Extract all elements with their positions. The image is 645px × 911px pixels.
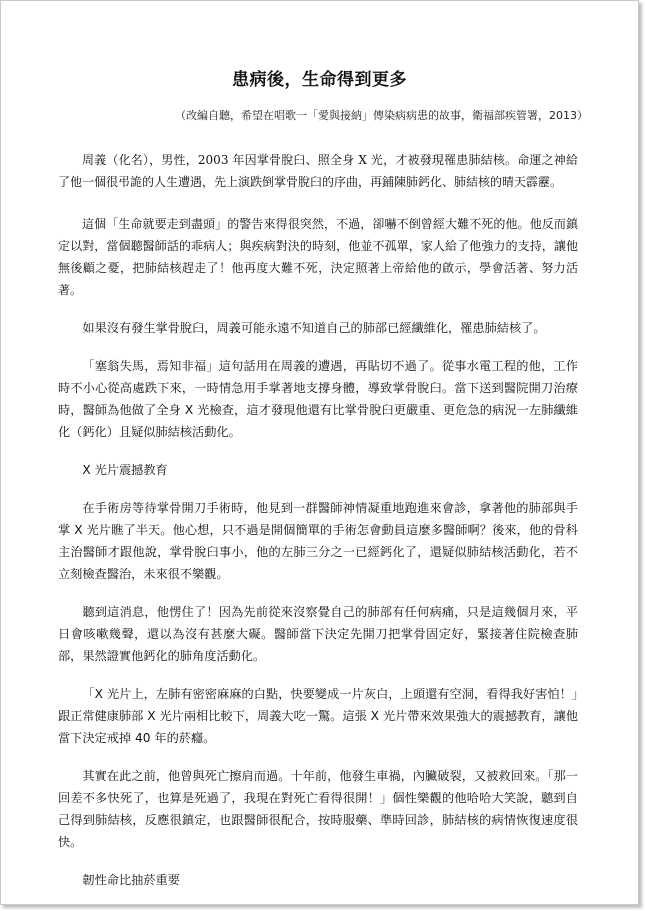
paragraph-4: 「塞翁失馬，焉知非福」這句話用在周義的遭遇，再貼切不過了。從事水電工程的他，工作時不小心從高處跌下來，一時情急用手掌著地支撐身體，導致掌骨脫臼。當下送到醫院開刀治療時，醫師為他做了全身 X 光檢查，這才發現他還有比掌骨脫臼更嚴重、更危急的病況一左肺纖維化（鈣化）且疑似肺結核活動化。 (58, 359, 578, 439)
article-body (58, 149, 578, 891)
paragraph-2: 這個「生命就要走到盡頭」的警告來得很突然，不過，卻嚇不倒曾經大難不死的他。他反而鎮定以對，當個聽醫師話的乖病人；與疾病對決的時刻，他並不孤單，家人給了他強力的支持，讓他無後顧之憂，把肺結核趕走了！他再度大難不死，決定照著上帝給他的啟示，學會活著、努力活著。 (58, 217, 578, 297)
paragraph-8: 其實在此之前，他曾與死亡擦肩而過。十年前，他發生車禍，內臟破裂，又被救回來。「那一回差不多快死了，也算是死過了，我現在對死亡看得很開！」個性樂觀的他哈哈大笑說，聽到自己得到肺結核，反應很鎮定，也跟醫師很配合，按時服藥、準時回診，肺結核的病情恢復速度很快。 (58, 769, 578, 849)
section-heading-xray: X 光片震撼教育 (82, 463, 168, 477)
paragraph-5: 在手術房等待掌骨開刀手術時，他見到一群醫師神情凝重地跑進來會診，拿著他的肺部與手掌 X 光片瞧了半天。他心想，只不過是開個簡單的手術怎會動員這麼多醫師啊？後來，他的骨科主治醫師才跟他說，掌骨脫臼事小，他的左肺三分之一已經鈣化了，還疑似肺結核活動化，若不立刻檢查醫治，未來很不樂觀。 (58, 501, 578, 581)
paragraph-3: 如果沒有發生掌骨脫臼，周義可能永遠不知道自己的肺部已經纖維化，罹患肺結核了。 (82, 321, 546, 335)
source-citation: （改編自聽，希望在唱歌一「愛與接納」傳染病病患的故事，衛福部疾管署，2013） (175, 109, 588, 122)
paragraph-7: 「X 光片上，左肺有密密麻麻的白點，快要變成一片灰白，上頭還有空洞，看得我好害怕！」跟正常健康肺部 X 光片兩相比較下，周義大吃一驚。這張 X 光片帶來效果強大的震撼教育，讓他當下決定戒掉 40 年的菸癮。 (58, 687, 578, 745)
paragraph-6: 聽到這消息，他愣住了！因為先前從來沒察覺自己的肺部有任何病痛，只是這幾個月來，平日會咳嗽幾聲，還以為沒有甚麼大礙。醫師當下決定先開刀把掌骨固定好，緊接著住院檢查肺部，果然證實他鈣化的肺角度活動化。 (58, 605, 578, 663)
page-title: 患病後，生命得到更多 (232, 70, 407, 90)
paragraph-1: 周義（化名），男性，2003 年因掌骨脫臼、照全身 X 光，才被發現罹患肺結核。命運之神給了他一個很弔詭的人生遭遇，先上演跌倒掌骨脫臼的序曲，再鋪陳肺鈣化、肺結核的晴天霹靂。 (58, 153, 578, 189)
section-heading-resilience: 韌性命比抽菸重要 (82, 873, 180, 887)
